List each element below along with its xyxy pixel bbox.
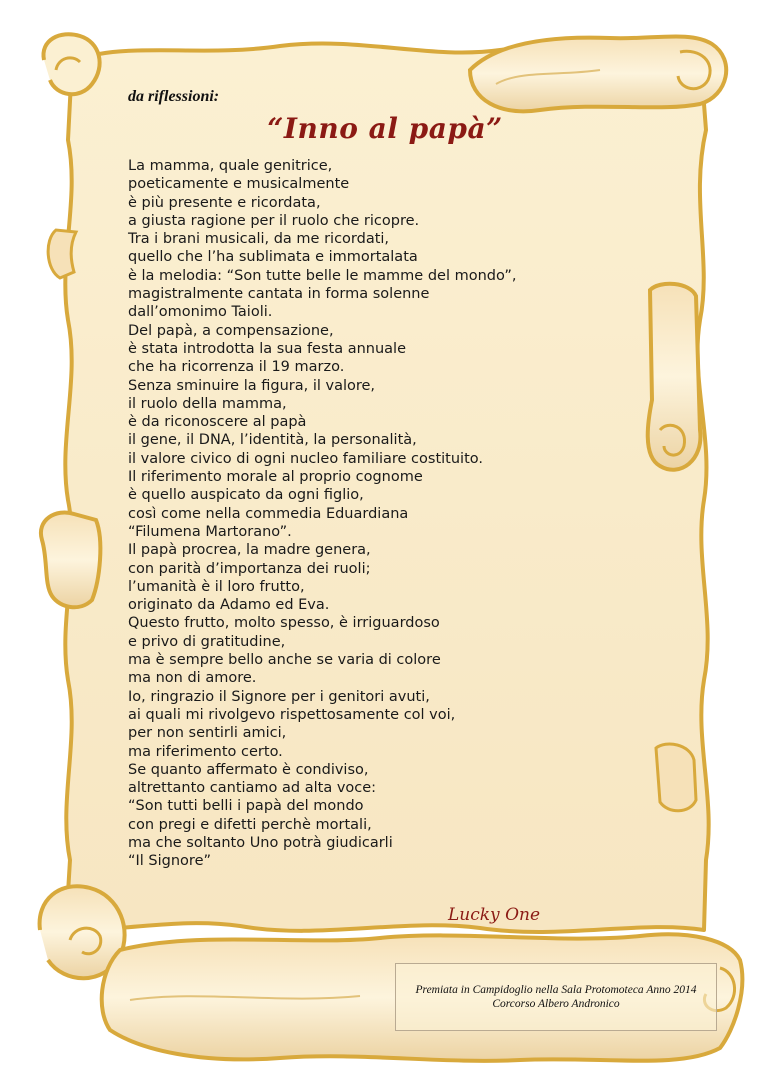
poem-title: “Inno al papà” (267, 112, 503, 145)
poem-line: con pregi e difetti perchè mortali, (128, 816, 372, 833)
award-caption-line: Premiata in Campidoglio nella Sala Protomoteca Anno 2014 (415, 984, 697, 996)
poem-line: Tra i brani musicali, da me ricordati, (128, 231, 390, 248)
poem-line: ma non di amore. (128, 670, 257, 687)
poem-line: il valore civico di ogni nucleo familiare costituito. (128, 450, 483, 467)
poem-line: e privo di gratitudine, (128, 633, 286, 650)
poem-line: originato da Adamo ed Eva. (128, 597, 330, 614)
left-mid-roll (48, 230, 76, 278)
poem-line: poeticamente e musicalmente (128, 176, 350, 193)
poem-line: è da riconoscere al papà (128, 414, 307, 431)
top-right-roll (470, 36, 726, 111)
poem-line: Il papà procrea, la madre genera, (128, 542, 371, 559)
poem-line: Se quanto affermato è condiviso, (128, 761, 369, 778)
poem-line: Io, ringrazio il Signore per i genitori avuti, (128, 688, 430, 705)
right-lower-roll (656, 744, 696, 811)
section-heading: da riflessioni: (128, 88, 220, 105)
poem-line: così come nella commedia Eduardiana (128, 505, 409, 522)
poem-line: ma che soltanto Uno potrà giudicarli (128, 834, 393, 851)
poem-line: La mamma, quale genitrice, (128, 158, 333, 174)
poem-line: Del papà, a compensazione, (128, 322, 334, 339)
right-vertical-roll (648, 284, 701, 470)
poem-line: “Filumena Martorano”. (128, 523, 292, 540)
poem-line: magistralmente cantata in forma solenne (128, 286, 430, 303)
poem-line: ai quali mi rivolgevo rispettosamente col voi, (128, 706, 456, 723)
poem-line: è più presente e ricordata, (128, 194, 321, 211)
poem-line: con parità d’importanza dei ruoli; (128, 560, 371, 577)
poem-line: Questo frutto, molto spesso, è irriguardoso (128, 615, 440, 632)
author-signature: Lucky One (448, 905, 541, 925)
poem-line: il gene, il DNA, l’identità, la personalità, (128, 432, 417, 449)
poem-line: quello che l’ha sublimata e immortalata (128, 249, 418, 266)
poem-line: è stata introdotta la sua festa annuale (128, 340, 407, 357)
poem-line: altrettanto cantiamo ad alta voce: (128, 780, 377, 797)
poem-line: ma riferimento certo. (128, 743, 283, 760)
poem-line: dall’omonimo Taioli. (128, 304, 273, 321)
left-lower-roll (41, 512, 100, 607)
poem-line: ma è sempre bello anche se varia di colore (128, 652, 441, 669)
poem-line: l’umanità è il loro frutto, (128, 578, 305, 595)
poem-line: che ha ricorrenza il 19 marzo. (128, 359, 345, 376)
poem-line: il ruolo della mamma, (128, 395, 287, 412)
award-caption-line: Corcorso Albero Andronico (492, 998, 620, 1010)
poem-line: è quello auspicato da ogni figlio, (128, 487, 364, 504)
poem-line: a giusta ragione per il ruolo che ricopre. (128, 212, 420, 229)
poem-line: per non sentirli amici, (128, 725, 287, 742)
poem-line: “Son tutti belli i papà del mondo (128, 798, 364, 815)
top-left-curl (43, 34, 99, 94)
poem-body (128, 157, 516, 871)
poem-line: “Il Signore” (128, 853, 211, 870)
poem-line: è la melodia: “Son tutte belle le mamme del mondo”, (128, 267, 517, 284)
poem-line: Il riferimento morale al proprio cognome (128, 469, 423, 486)
award-caption-box (395, 963, 717, 1031)
poem-line: Senza sminuire la figura, il valore, (128, 377, 376, 394)
